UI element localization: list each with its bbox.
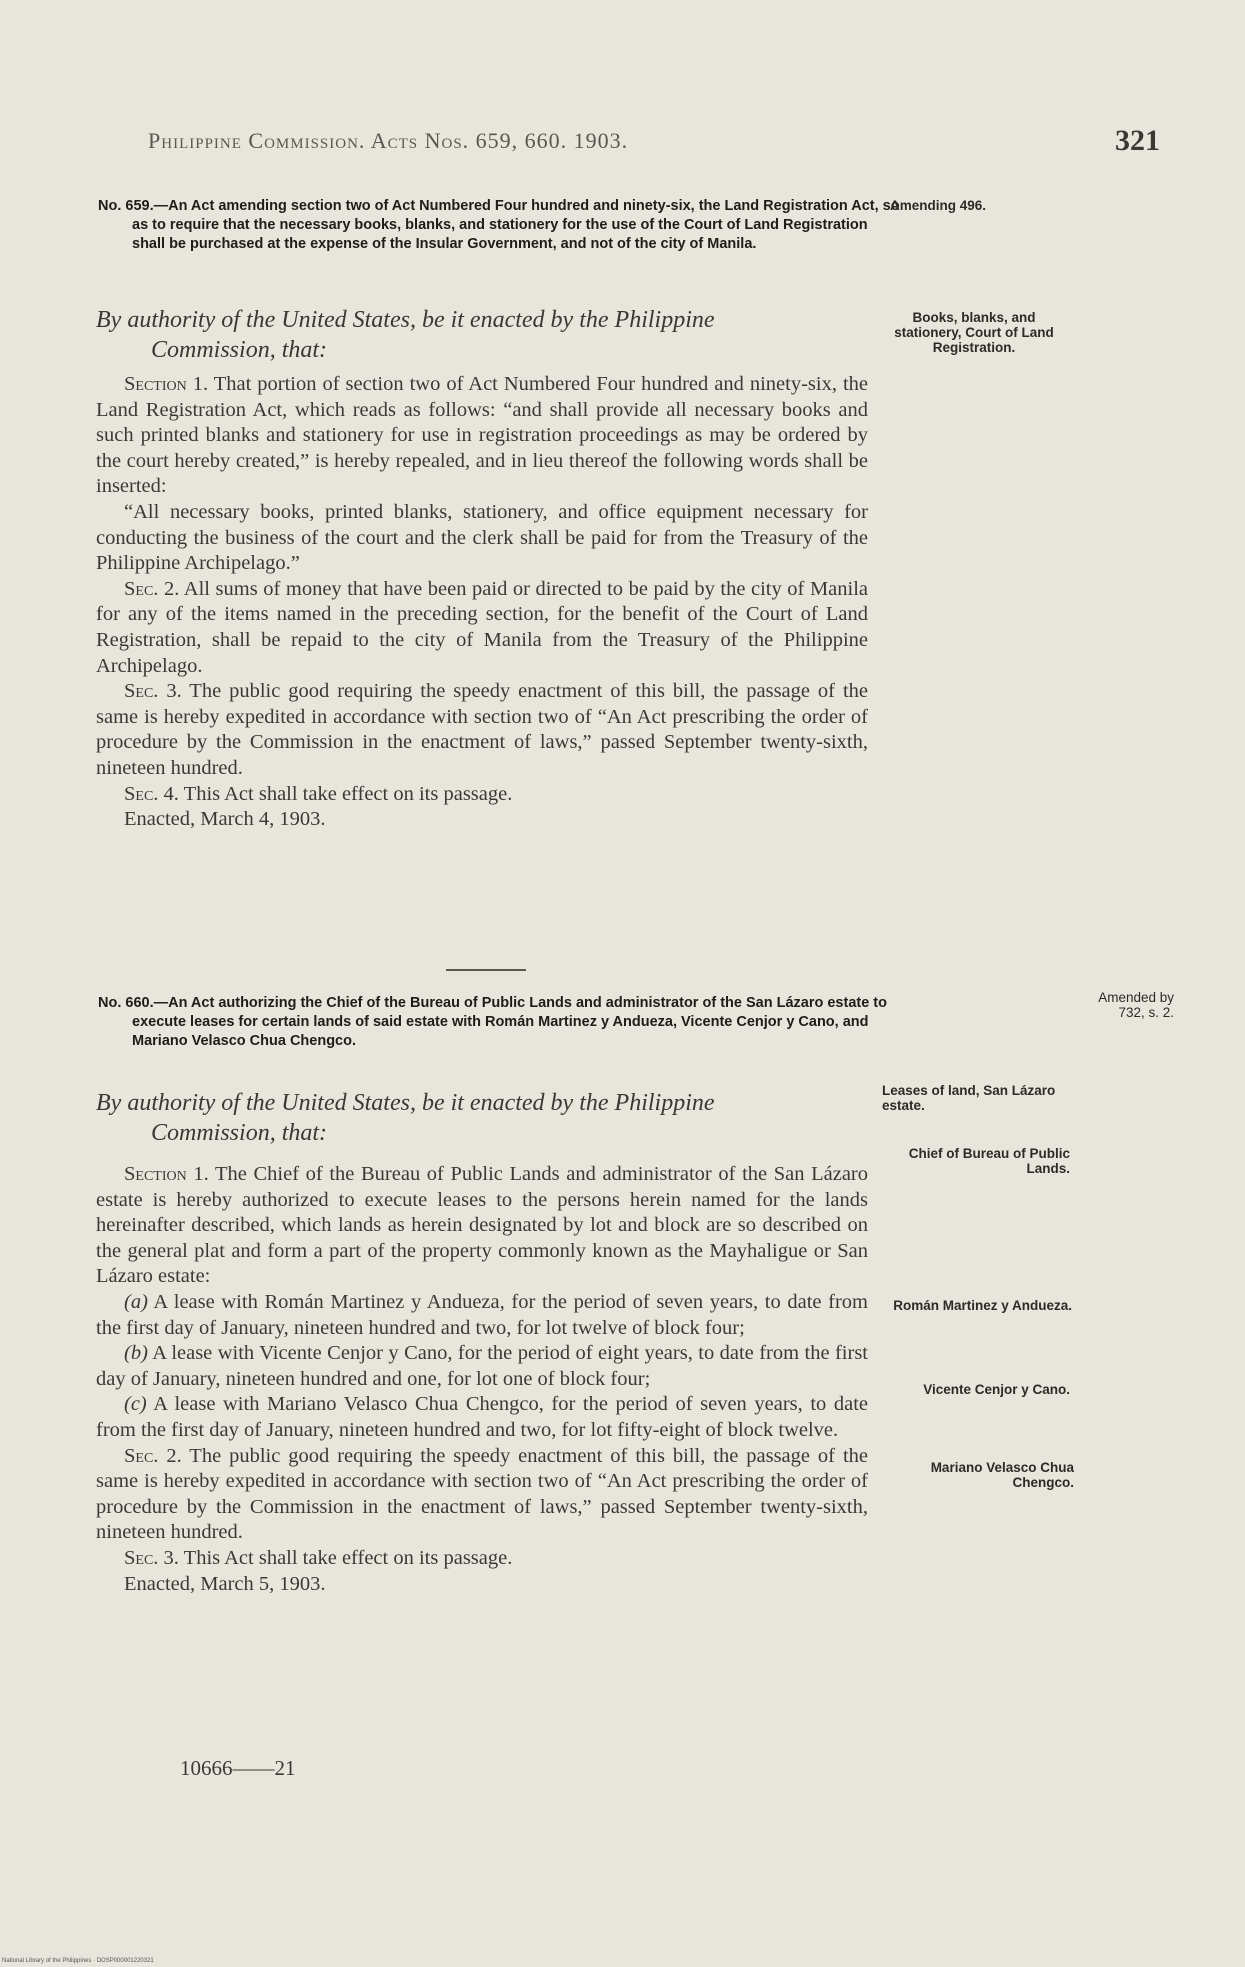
act-659-section-1-quote: “All necessary books, printed blanks, stationery, and office equipment necessary for conducting the business of the court and the clerk shall be paid for from the Treasury of the Philippine Archipelago.” <box>96 500 868 575</box>
act-659-enacting-clause <box>96 305 876 365</box>
act-660-body <box>96 1162 868 1597</box>
printer-signature: 10666——21 <box>180 1756 296 1780</box>
margin-note-mariano: Mariano Velasco Chua Chengco. <box>930 1460 1074 1490</box>
act-660-title: No. 660.—An Act authorizing the Chief of the Bureau of Public Lands and administrator of the San Lázaro estate to execute leases for certain lands of said estate with Román Martinez y Andueza, Vicente Cenjor y Cano, and Mariano Velasco Chua Chengco. <box>98 995 887 1049</box>
margin-note-amending: Amending 496. <box>890 198 987 213</box>
act-659-body <box>96 372 868 833</box>
act-659-section-4: Sec. 4. This Act shall take effect on its passage. <box>124 782 513 805</box>
margin-note-amended-by: Amended by 732, s. 2. <box>1098 990 1174 1020</box>
act-660-enacting-clause <box>96 1088 876 1148</box>
act-660-item-c: (c) A lease with Mariano Velasco Chua Chengco, for the period of seven years, to date from the first day of January, nineteen hundred and two, for lot fifty-eight of block twelve. <box>96 1393 868 1441</box>
margin-note-vicente: Vicente Cenjor y Cano. <box>923 1382 1070 1397</box>
act-659-section-1: Section 1. That portion of section two of Act Numbered Four hundred and ninety-six, the Land Registration Act, which reads as follows: “and shall provide all necessary books and such printed blanks and stationery for use in registration proceedings as may be ordered by the court hereby created,” is hereby repealed, and in lieu thereof the following words shall be inserted: <box>96 373 868 498</box>
enacting-line-1: By authority of the United States, be it enacted by the Philippine <box>96 307 715 333</box>
act-660-section-1: Section 1. The Chief of the Bureau of Public Lands and administrator of the San Lázaro estate is hereby authorized to execute leases to the persons herein named for the lands hereinafter described, which lands as herein designated by lot and block are so described on the general plat and form a part of the property commonly known as the Mayhaligue or San Lázaro estate: <box>96 1163 868 1288</box>
enacting-line-2: Commission, that: <box>151 337 328 363</box>
act-660-section-2: Sec. 2. The public good requiring the speedy enactment of this bill, the passage of the same is hereby expedited in accordance with section two of “An Act prescribing the order of procedure by the Commission in the enactment of laws,” passed September twenty-sixth, nineteen hundred. <box>96 1444 868 1544</box>
act-660-item-a: (a) A lease with Román Martinez y Andueza, for the period of seven years, to date from the first day of January, nineteen hundred and two, for lot twelve of block four; <box>96 1290 868 1339</box>
enacting-line-2: Commission, that: <box>151 1120 328 1146</box>
act-660-item-b: (b) A lease with Vicente Cenjor y Cano, for the period of eight years, to date from the first day of January, nineteen hundred and one, for lot one of block four; <box>96 1342 868 1390</box>
margin-note-books-blanks: Books, blanks, and stationery, Court of Land Registration. <box>894 310 1054 355</box>
act-659-section-2: Sec. 2. All sums of money that have been paid or directed to be paid by the city of Manila for any of the items named in the preceding section, for the benefit of the Court of Land Registration, shall be repaid to the city of Manila from the Treasury of the Philippine Archipelago. <box>96 577 869 677</box>
act-659-title: No. 659.—An Act amending section two of Act Numbered Four hundred and ninety-six, the Land Registration Act, so as to require that the necessary books, blanks, and stationery for the use of the Court of Land Registration shall be purchased at the expense of the Insular Government, and not of the city of Manila. <box>98 198 900 252</box>
margin-note-chief-bureau: Chief of Bureau of Public Lands. <box>908 1146 1070 1176</box>
act-660-enacted-date: Enacted, March 5, 1903. <box>124 1572 326 1595</box>
enacting-line-1: By authority of the United States, be it enacted by the Philippine <box>96 1090 715 1116</box>
page-number: 321 <box>1115 124 1160 157</box>
margin-note-roman: Román Martinez y Andueza. <box>893 1298 1072 1313</box>
running-header: Philippine Commission. Acts Nos. 659, 660. 1903. <box>148 128 629 153</box>
library-footer: National Library of the Philippines · DOSP000001220321 <box>2 1958 154 1964</box>
section-divider <box>446 969 526 971</box>
margin-note-leases: Leases of land, San Lázaro estate. <box>882 1083 1056 1113</box>
act-660-section-3: Sec. 3. This Act shall take effect on its passage. <box>124 1546 513 1569</box>
act-659-section-3: Sec. 3. The public good requiring the speedy enactment of this bill, the passage of the same is hereby expedited in accordance with section two of “An Act prescribing the order of procedure by the Commission in the enactment of laws,” passed September twenty-sixth, nineteen hundred. <box>96 680 868 779</box>
act-659-enacted-date: Enacted, March 4, 1903. <box>124 808 326 831</box>
